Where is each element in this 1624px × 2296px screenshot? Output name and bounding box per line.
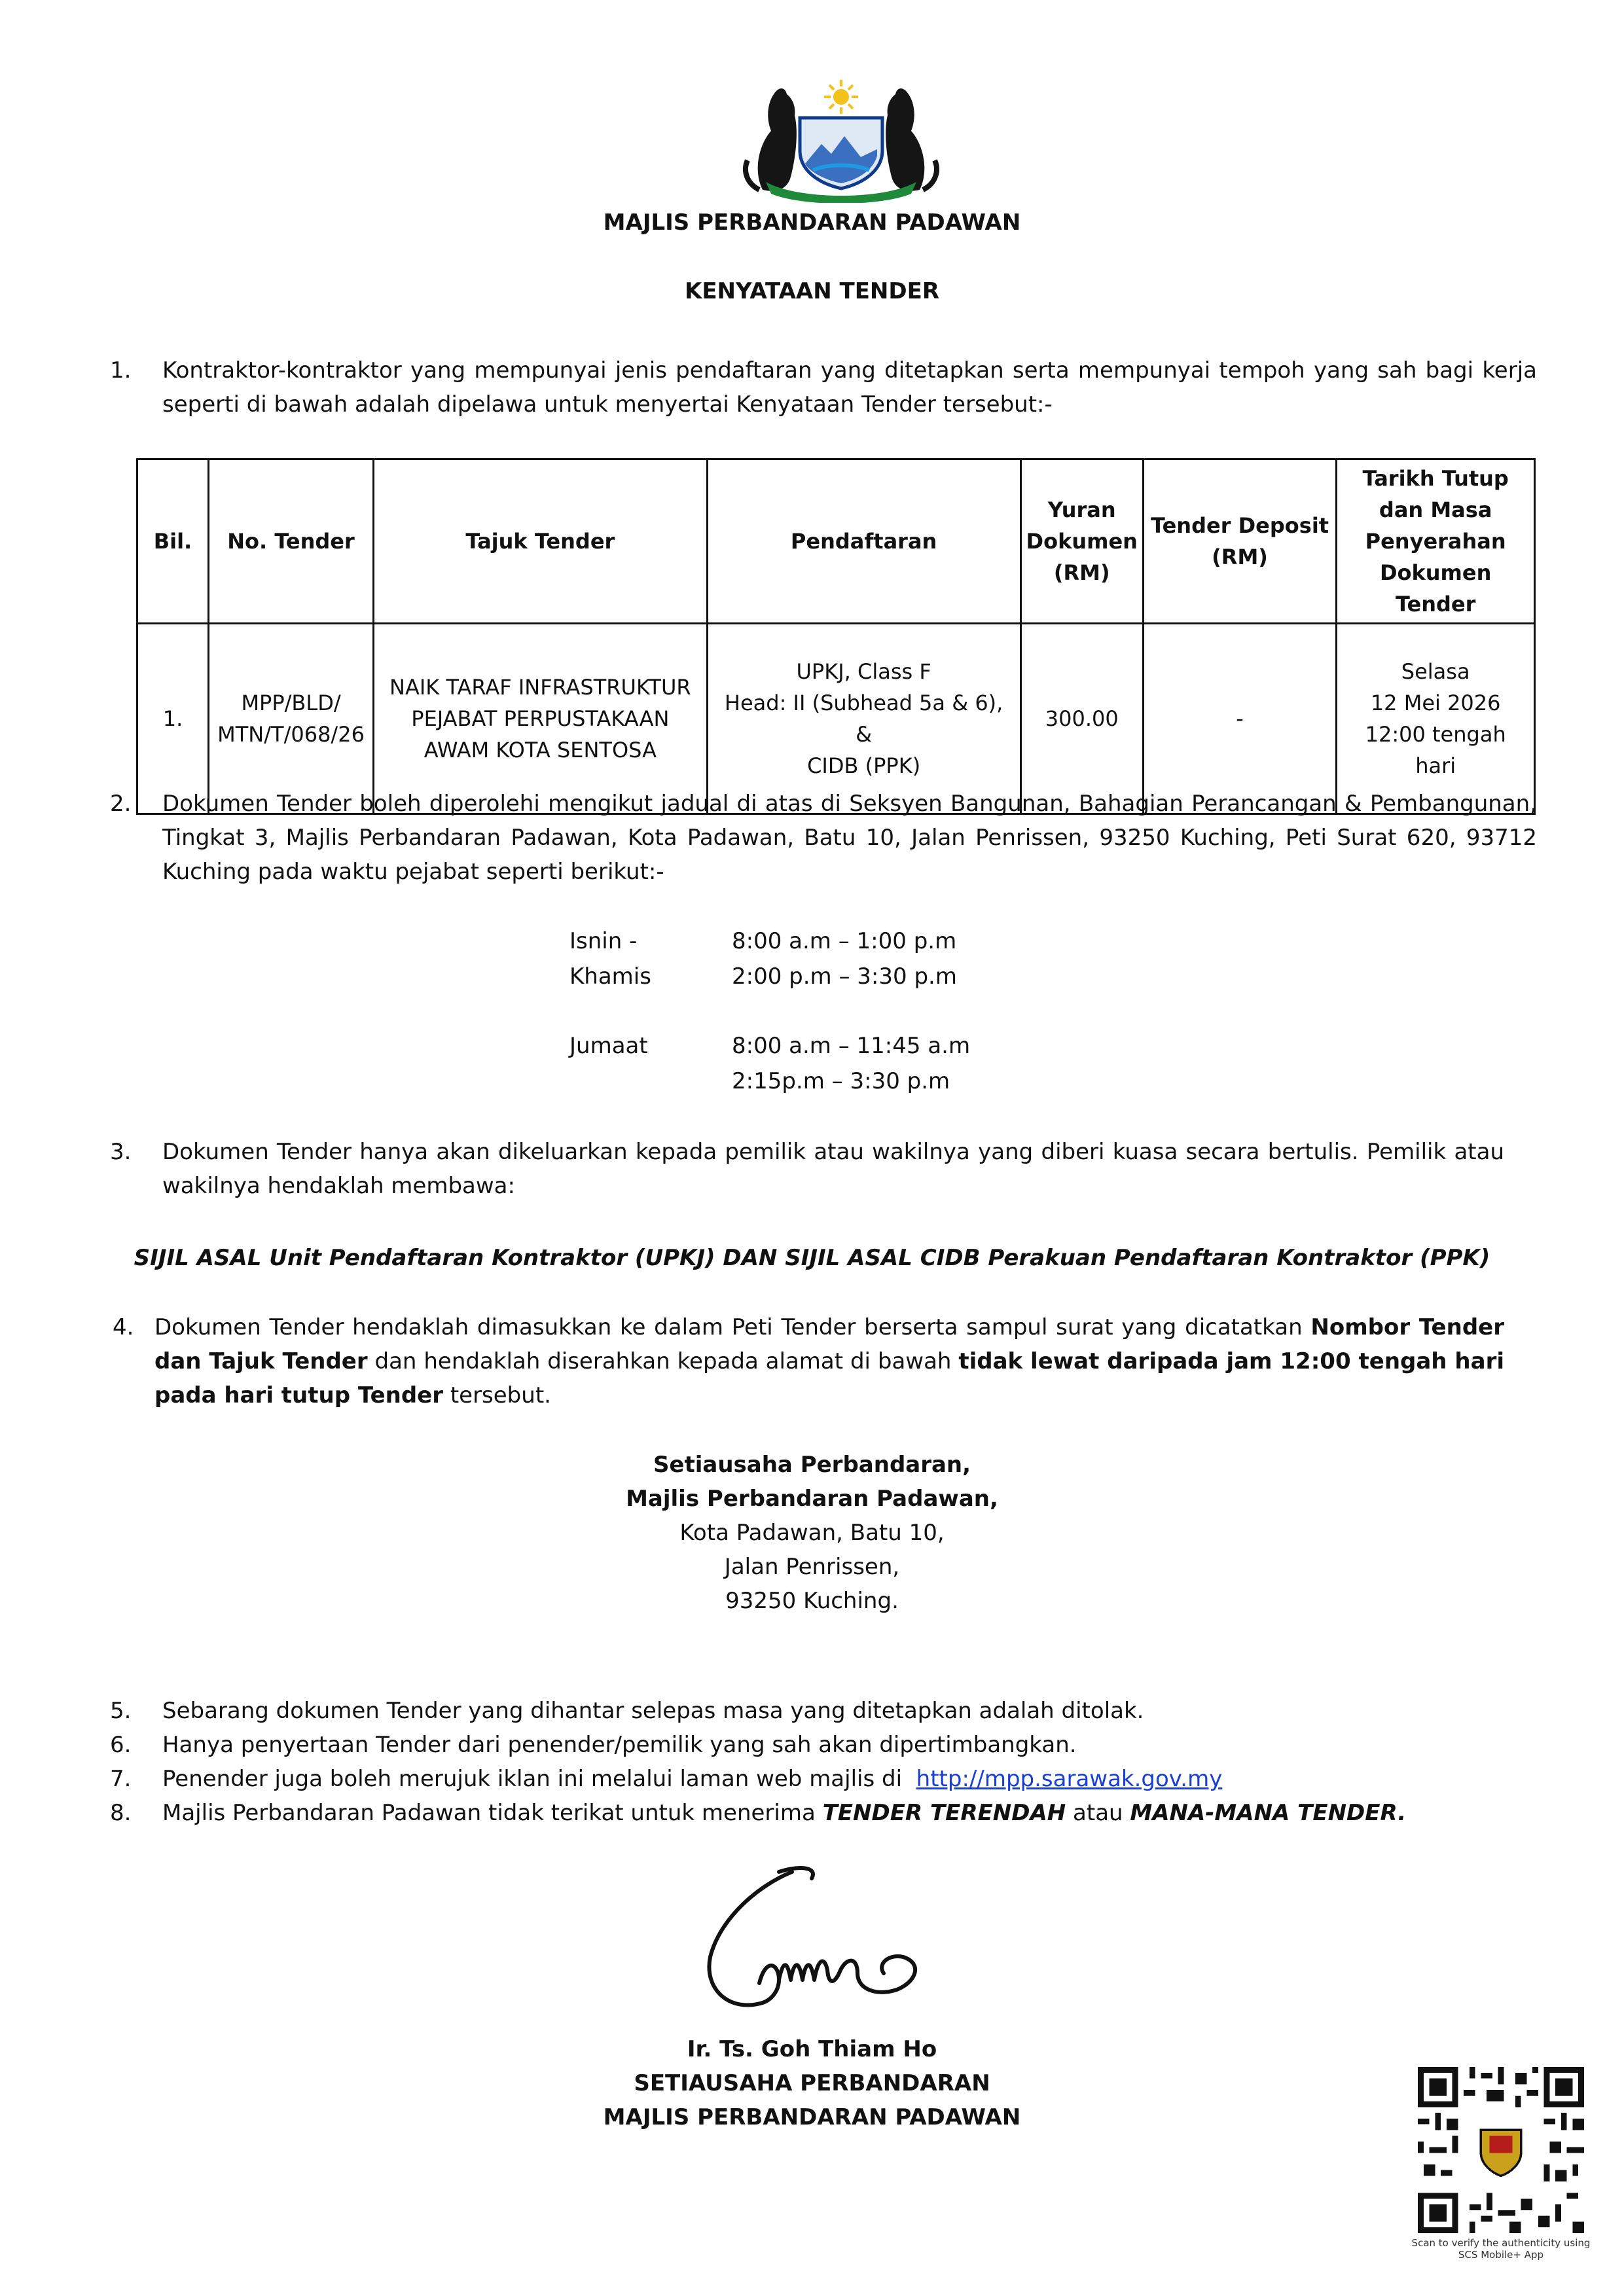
handwritten-signature	[681, 1859, 929, 2022]
para3-text: Dokumen Tender hanya akan dikeluarkan kepada pemilik atau wakilnya yang diberi kuasa secara bertulis. Pemilik atau wakilnya hendaklah membawa:	[162, 1139, 1504, 1199]
verification-qr-code[interactable]	[1418, 2067, 1584, 2233]
cell-pendaftaran	[707, 624, 1020, 814]
cell-tarikh-tutup	[1337, 624, 1535, 814]
table-header-row	[137, 459, 1535, 624]
council-website-link[interactable]: http://mpp.sarawak.gov.my	[916, 1766, 1223, 1792]
para4-text	[154, 1310, 1504, 1412]
signatory-org: MAJLIS PERBANDARAN PADAWAN	[603, 2104, 1021, 2130]
header-tender-deposit: Tender Deposit (RM)	[1143, 459, 1337, 624]
org-title: MAJLIS PERBANDARAN PADAWAN	[603, 209, 1021, 236]
hours-time: 8:00 a.m – 11:45 a.m	[732, 1033, 971, 1059]
address-line: Kota Padawan, Batu 10,	[679, 1520, 945, 1546]
note8-text	[162, 1796, 1406, 1830]
address-line: 93250 Kuching.	[725, 1588, 899, 1614]
address-line: Majlis Perbandaran Padawan,	[626, 1486, 998, 1512]
address-block	[0, 1448, 1624, 1618]
para4-bold-part: tidak lewat daripada jam 12:00 tengah hari pada hari tutup Tender	[154, 1348, 1504, 1408]
table-row	[137, 624, 1535, 814]
hours-time: 2:00 p.m – 3:30 p.m	[732, 963, 957, 990]
tajuk-line: NAIK TARAF INFRASTRUKTUR	[389, 675, 691, 700]
header-bil: Bil.	[137, 459, 209, 624]
note8-emphasis: TENDER TERENDAH	[822, 1800, 1066, 1826]
hours-day-jumaat: Jumaat	[569, 1033, 648, 1059]
pendaftaran-line: &	[856, 722, 873, 747]
para4-text-part: Dokumen Tender hendaklah dimasukkan ke dalam Peti Tender berserta sampul surat yang dicatatkan	[154, 1314, 1311, 1340]
cell-bil: 1.	[137, 624, 209, 814]
tajuk-line: PEJABAT PERPUSTAKAAN	[411, 706, 670, 731]
para3-number: 3.	[110, 1139, 132, 1165]
signatory-block	[0, 2032, 1624, 2134]
note8-emphasis: MANA-MANA TENDER.	[1130, 1800, 1407, 1826]
para1-number: 1.	[110, 357, 132, 384]
hours-time: 8:00 a.m – 1:00 p.m	[732, 928, 957, 954]
para4-bold-part: Nombor Tender dan Tajuk Tender	[154, 1314, 1504, 1374]
pendaftaran-line: Head: II (Subhead 5a & 6),	[724, 691, 1003, 715]
para4-text-part: dan hendaklah diserahkan kepada alamat di bawah	[367, 1348, 959, 1374]
note8-text-part: atau	[1066, 1800, 1130, 1826]
header-tarikh-tutup: Tarikh Tutup dan Masa Penyerahan Dokumen Tender	[1337, 459, 1535, 624]
qr-caption: Scan to verify the authenticity using SCS Mobile+ App	[1411, 2237, 1591, 2261]
document-title: KENYATAAN TENDER	[684, 278, 940, 304]
signatory-title: SETIAUSAHA PERBANDARAN	[634, 2070, 990, 2096]
cell-tender-deposit: -	[1143, 624, 1337, 814]
signatory-name: Ir. Ts. Goh Thiam Ho	[687, 2036, 937, 2062]
header-yuran-dokumen: Yuran Dokumen (RM)	[1020, 459, 1143, 624]
no-tender-line: MTN/T/068/26	[217, 722, 365, 747]
note8-text-part: Majlis Perbandaran Padawan tidak terikat untuk menerima	[162, 1800, 823, 1826]
no-tender-line: MPP/BLD/	[241, 691, 341, 715]
council-crest-logo	[740, 72, 943, 203]
required-certificates: SIJIL ASAL Unit Pendaftaran Kontraktor (UPKJ) DAN SIJIL ASAL CIDB Perakuan Pendaftaran Kontraktor (PPK)	[134, 1245, 1490, 1271]
para1-text: Kontraktor-kontraktor yang mempunyai jenis pendaftaran yang ditetapkan serta mempunyai tempoh yang sah bagi kerja seperti di bawah adalah dipelawa untuk menyertai Kenyataan Tender tersebut:-	[162, 357, 1537, 418]
para2-number: 2.	[110, 791, 132, 817]
cell-tajuk-tender	[374, 624, 707, 814]
note8-number: 8.	[110, 1800, 132, 1826]
header-no-tender: No. Tender	[208, 459, 373, 624]
para2-text: Dokumen Tender boleh diperolehi mengikut jadual di atas di Seksyen Bangunan, Bahagian Perancangan & Pembangunan, Tingkat 3, Majlis Perbandaran Padawan, Kota Padawan, Batu 10, Jalan Penrissen, 93250 Kuching, Peti Surat 620, 93712 Kuching pada waktu pejabat seperti berikut:-	[162, 791, 1537, 885]
note6-text: Hanya penyertaan Tender dari penender/pemilik yang sah akan dipertimbangkan.	[162, 1732, 1077, 1758]
note6-number: 6.	[110, 1732, 132, 1758]
hours-time: 2:15p.m – 3:30 p.m	[732, 1068, 950, 1094]
address-line: Setiausaha Perbandaran,	[653, 1452, 971, 1478]
para4-text-part: tersebut.	[443, 1382, 551, 1408]
note5-number: 5.	[110, 1698, 132, 1724]
hours-day-isnin: Isnin -	[569, 928, 638, 954]
pendaftaran-line: CIDB (PPK)	[807, 753, 921, 778]
note7-label: Penender juga boleh merujuk iklan ini melalui laman web majlis di	[162, 1766, 903, 1792]
header-tajuk-tender: Tajuk Tender	[374, 459, 707, 624]
tarikh-line: 12 Mei 2026	[1370, 691, 1501, 715]
note5-text: Sebarang dokumen Tender yang dihantar selepas masa yang ditetapkan adalah ditolak.	[162, 1698, 1144, 1724]
tender-table	[136, 458, 1536, 815]
address-line: Jalan Penrissen,	[724, 1554, 900, 1580]
note7-number: 7.	[110, 1766, 132, 1792]
tajuk-line: AWAM KOTA SENTOSA	[424, 738, 657, 762]
pendaftaran-line: UPKJ, Class F	[796, 659, 931, 684]
para4-number: 4.	[113, 1314, 134, 1340]
tarikh-line: 12:00 tengah	[1365, 722, 1506, 747]
tarikh-line: hari	[1415, 753, 1456, 778]
cell-yuran-dokumen: 300.00	[1020, 624, 1143, 814]
note7-text	[162, 1762, 1222, 1796]
header-pendaftaran: Pendaftaran	[707, 459, 1020, 624]
tarikh-line: Selasa	[1401, 659, 1470, 684]
hours-day-khamis: Khamis	[569, 963, 651, 990]
cell-no-tender	[208, 624, 373, 814]
